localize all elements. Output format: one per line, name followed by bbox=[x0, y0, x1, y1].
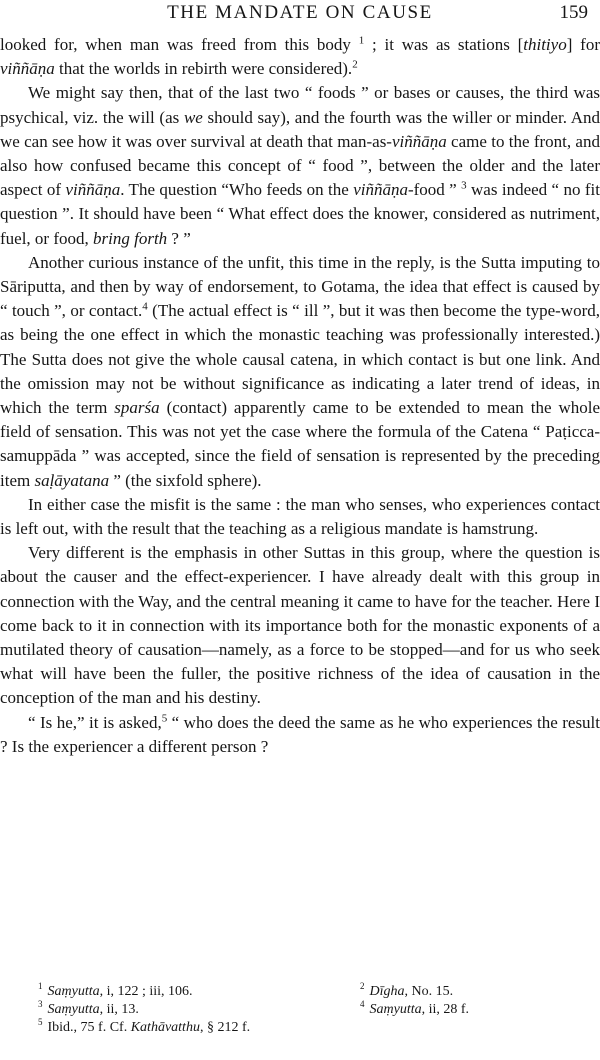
italic-term: viññāṇa bbox=[65, 180, 121, 200]
footnote-5: $^5$ Ibid., 75 f. Cf. Kathāvatthu, § 212 f. bbox=[38, 1017, 251, 1035]
footnote-row bbox=[0, 1019, 600, 1037]
footnote-4: $^4$ Saṃyutta, ii, 28 f. bbox=[360, 999, 470, 1017]
footnote-ref-4: 4 bbox=[142, 300, 148, 313]
italic-term: viññāṇa bbox=[391, 131, 447, 151]
page-number: 159 bbox=[559, 2, 588, 23]
italic-term: viññāṇa bbox=[353, 180, 408, 200]
body-text bbox=[0, 33, 600, 759]
page-header bbox=[0, 0, 600, 26]
italic-term: saḷāyatana bbox=[34, 470, 110, 490]
footnote-ref-2: 2 bbox=[352, 58, 358, 71]
italic-term: thitiyo bbox=[523, 35, 567, 54]
footnote-row bbox=[0, 1001, 600, 1019]
footnote-row bbox=[0, 983, 600, 1001]
paragraph-unfit-instance: Another curious instance of the unfit, this time in the reply, is the Sutta imputing to Sāriputta, and then by way of endorsement, to Gotama, the idea that effect is caused by “ touch ”, or contact.$^4$ (The actual effect is “ ill ”, but it was then become the type-word, as being the one effect in which the monastic teaching was professionally interested.) The Sutta does not give the whole causal catena, in which contact is but one link. And the omission may not be without significance as indicating a later trend of ideas, in which the term sparśa (contact) apparently came to be extended to mean the whole field of sensation. This was not yet the case where the formula of the Catena “ Paṭicca-samuppāda ” was accepted, since the field of sensation is represented by the preceding item saḷāyatana ” (the sixfold sphere). bbox=[0, 252, 600, 490]
footnote-ref-1: 1 bbox=[358, 34, 365, 47]
paragraph-misfit: In either case the misfit is the same : the man who senses, who experiences contact is left out, with the result that the teaching as a religious mandate is hamstrung. bbox=[0, 494, 600, 539]
italic-term: viññāṇa bbox=[0, 59, 55, 79]
paragraph-foods: We might say then, that of the last two “ foods ” or bases or causes, the third was psychical, viz. the will (as we should say), and the fourth was the willer or minder. And we can see how it was over survival at death that man-as-viññāṇa came to the front, and also how confused became this concept of “ food ”, between the older and the later aspect of viññāṇa. The question “Who feeds on the viññāṇa-food ” $^3$ was indeed “ no fit question ”. It should have been “ What effect does the knower, considered as nutriment, fuel, or food, bring forth ? ” bbox=[0, 83, 600, 248]
paragraph-causer: Very different is the emphasis in other Suttas in this group, where the question is about the causer and the effect-experiencer. I have already dealt with this group in connection with the Way, and the central meaning it came to have for the teacher. Here I come back to it in connection with its importance both for the monastic exponents of a mutilated theory of causation—namely, as a force to be stopped—and for us who seek what will have been the fuller, the positive richness of the idea of causation in the conception of the man and his destiny. bbox=[0, 543, 600, 708]
italic-term: bring forth bbox=[93, 228, 168, 248]
paragraph-question: “ Is he,” it is asked,$^5$ “ who does the deed the same as he who experiences the result ? Is the experiencer a different person ? bbox=[0, 712, 600, 756]
italic-term: we bbox=[183, 107, 203, 127]
paragraph-continued: looked for, when man was freed from this body $^1$ ; it was as stations [thitiyo] for viññāṇa that the worlds in rebirth were considered).$^2$ bbox=[0, 34, 600, 79]
footnote-1: $^1$ Saṃyutta, i, 122 ; iii, 106. bbox=[38, 981, 193, 999]
italic-term: sparśa bbox=[114, 398, 160, 418]
footnote-3: $^3$ Saṃyutta, ii, 13. bbox=[38, 999, 139, 1017]
running-head: THE MANDATE ON CAUSE bbox=[167, 2, 433, 23]
footnotes bbox=[0, 983, 600, 1037]
footnote-ref-5: 5 bbox=[161, 712, 168, 725]
footnote-ref-3: 3 bbox=[461, 179, 467, 192]
footnote-2: $^2$ Dīgha, No. 15. bbox=[360, 981, 454, 999]
